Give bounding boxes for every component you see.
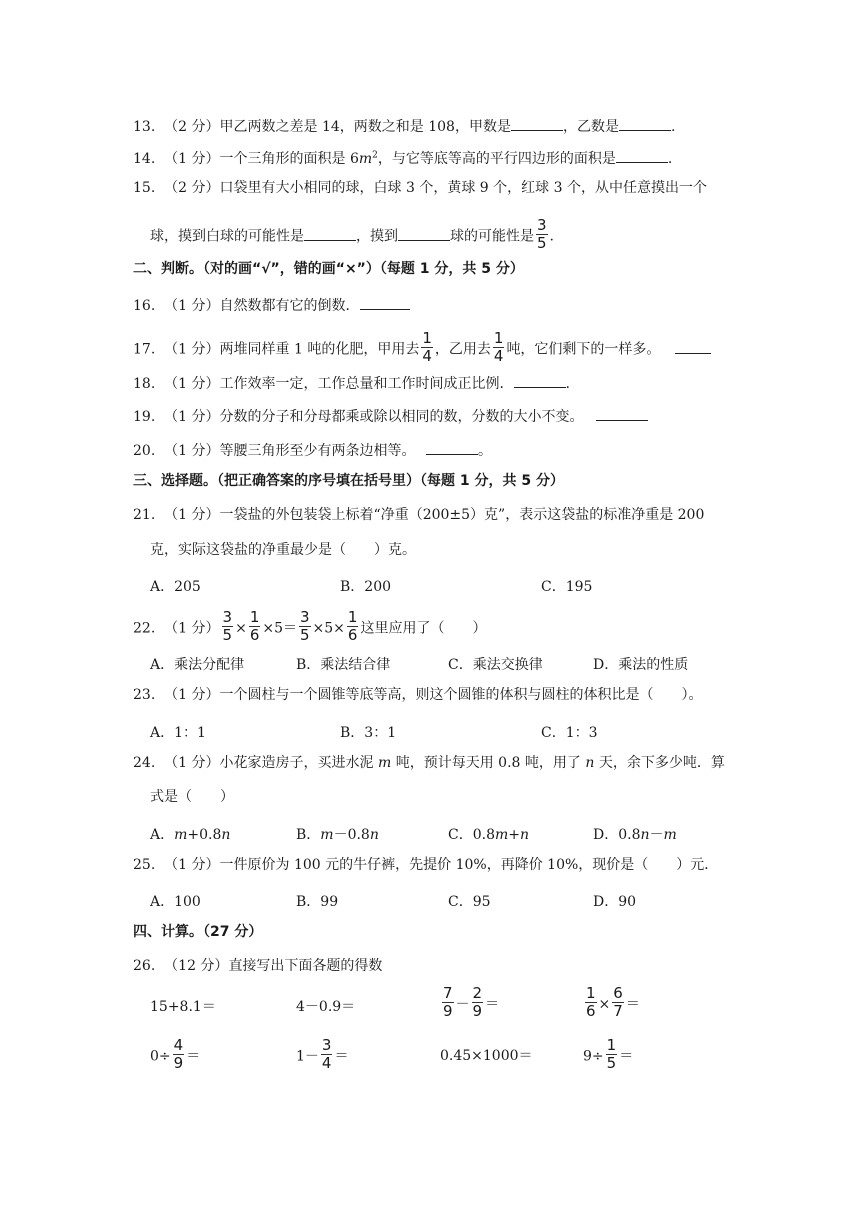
punctuation: . (549, 228, 554, 245)
calc-item-6 (296, 1036, 349, 1073)
calc-item-1: 15+8.1＝ (150, 999, 216, 1015)
question-text: 球，摸到白球的可能性是 (150, 228, 304, 245)
numerator: 3 (300, 608, 310, 626)
variable-m: m (320, 827, 334, 843)
fraction (612, 986, 624, 1019)
option-a[interactable] (150, 824, 230, 844)
numerator: 3 (222, 608, 233, 626)
numerator: 1 (249, 608, 260, 626)
answer-blank[interactable] (304, 226, 356, 241)
question-18 (133, 373, 570, 391)
option-a[interactable]: A．1：1 (150, 725, 206, 741)
denominator: 9 (472, 1002, 483, 1020)
option-b[interactable]: B．3：1 (340, 725, 397, 741)
superscript: 2 (372, 150, 378, 161)
variable-n: n (221, 827, 231, 843)
fraction (347, 610, 359, 643)
question-score: （1 分） (164, 341, 220, 358)
question-score: （12 分） (164, 958, 229, 974)
numerator: 1 (422, 329, 432, 347)
calc-item-5 (150, 1036, 201, 1073)
question-number: 17. (133, 341, 156, 358)
numerator: 1 (347, 608, 358, 626)
fraction (472, 986, 484, 1019)
question-22 (133, 608, 487, 645)
question-16 (133, 295, 410, 313)
operator: － (455, 996, 470, 1013)
option-d[interactable]: D．90 (593, 894, 637, 910)
operator: × (598, 996, 611, 1013)
operator: ×5× (312, 620, 345, 637)
question-text: 一袋盐的外包装袋上标着“净重（200±5）克”，表示这袋盐的标准净重是 200 (219, 507, 705, 523)
question-number: 23. (133, 687, 156, 703)
variable-n: n (585, 755, 595, 771)
question-17 (133, 329, 711, 366)
punctuation: . (565, 376, 570, 392)
fraction (442, 986, 454, 1019)
option-d[interactable]: D．乘法的性质 (593, 657, 689, 673)
variable-m: m (377, 755, 392, 771)
question-score: （1 分） (164, 687, 220, 703)
question-21-line2: 克，实际这袋盐的净重最少是（ ）克。 (150, 542, 416, 558)
question-score: （1 分） (164, 298, 220, 314)
denominator: 7 (613, 1002, 623, 1020)
denominator: 5 (537, 234, 547, 252)
operator: ＝ (334, 1048, 349, 1065)
variable-m: m (174, 827, 188, 843)
punctuation: . (667, 151, 673, 167)
question-number: 18. (133, 376, 156, 392)
question-19 (133, 406, 648, 424)
operator: ＝ (619, 1048, 634, 1065)
question-number: 22. (133, 620, 156, 637)
question-13 (133, 116, 675, 134)
question-25 (133, 858, 718, 872)
question-score: （1 分） (164, 376, 220, 392)
fraction (493, 331, 505, 364)
question-number: 26. (133, 958, 156, 974)
question-text: 这里应用了（ ） (360, 620, 487, 637)
answer-blank[interactable] (675, 339, 711, 354)
question-score: （2 分） (164, 180, 220, 196)
question-text: 直接写出下面各题的得数 (228, 958, 383, 974)
option-text: +0.8 (187, 827, 222, 843)
option-c[interactable]: C．95 (448, 894, 491, 910)
denominator: 6 (249, 626, 260, 644)
question-number: 15. (133, 180, 156, 196)
operator: 0÷ (150, 1048, 171, 1065)
option-c[interactable] (448, 824, 529, 844)
denominator: 4 (321, 1054, 332, 1072)
question-26 (133, 959, 382, 973)
section-heading-judgement: 二、判断。（对的画“√”，错的画“×”）（每题 1 分，共 5 分） (133, 261, 524, 277)
question-number: 20. (133, 443, 156, 459)
operator: 1－ (296, 1048, 319, 1065)
question-score: （1 分） (164, 620, 220, 637)
numerator: 2 (472, 984, 483, 1002)
operator: ×5＝ (262, 620, 297, 637)
denominator: 4 (422, 347, 432, 365)
question-text: 甲乙两数之差是 14，两数之和是 108，甲数是 (219, 119, 511, 135)
option-a[interactable]: A．205 (150, 579, 201, 595)
option-a[interactable]: A．乘法分配律 (150, 657, 245, 673)
variable-n: n (369, 827, 379, 843)
question-text: ，与它等底等高的平行四边形的面积是 (377, 151, 616, 167)
question-score: （1 分） (164, 409, 220, 425)
variable-m: m (663, 827, 677, 843)
fraction (299, 610, 311, 643)
question-14 (133, 148, 672, 166)
denominator: 9 (173, 1054, 184, 1072)
question-text: 两堆同样重 1 吨的化肥，甲用去 (219, 341, 420, 358)
question-score: （2 分） (164, 119, 220, 135)
answer-blank[interactable] (596, 406, 648, 421)
question-text: 一个三角形的面积是 6 (219, 151, 359, 167)
fraction (606, 1038, 618, 1071)
option-text: － (649, 827, 664, 843)
question-15 (133, 181, 707, 195)
question-score: （1 分） (164, 443, 220, 459)
question-number: 21. (133, 507, 156, 523)
numerator: 1 (606, 1036, 617, 1054)
numerator: 4 (173, 1036, 184, 1054)
calc-item-3 (440, 984, 500, 1021)
operator: × (235, 620, 247, 637)
numerator: 3 (321, 1036, 332, 1054)
answer-blank[interactable] (511, 116, 563, 131)
option-label: C．0.8 (448, 827, 495, 843)
option-a[interactable]: A．100 (150, 894, 201, 910)
question-number: 24. (133, 755, 156, 771)
operator: 9÷ (583, 1048, 604, 1065)
question-score: （1 分） (164, 857, 220, 873)
question-15-line2 (150, 216, 554, 253)
question-text: 一件原价为 100 元的牛仔裤，先提价 10%，再降价 10%，现价是（ ）元． (219, 857, 719, 873)
option-c[interactable]: C．195 (541, 579, 593, 595)
section-heading-choice: 三、选择题。（把正确答案的序号填在括号里）（每题 1 分，共 5 分） (133, 473, 564, 489)
numerator: 1 (493, 329, 504, 347)
calc-item-2: 4－0.9＝ (296, 999, 356, 1015)
punctuation: . (670, 119, 676, 135)
question-text: 分数的分子和分母都乘或除以相同的数，分数的大小不变。 (219, 409, 584, 425)
option-b[interactable]: B．200 (340, 579, 392, 595)
option-c[interactable]: C．乘法交换律 (448, 657, 543, 673)
fraction (585, 986, 597, 1019)
variable-n: n (640, 827, 650, 843)
question-number: 16. (133, 298, 156, 314)
denominator: 5 (300, 626, 310, 644)
unit: m (358, 151, 373, 167)
option-b[interactable]: B．99 (296, 894, 339, 910)
variable-n: n (520, 827, 530, 843)
question-text: 自然数都有它的倒数． (219, 298, 360, 314)
question-24 (133, 756, 725, 770)
question-text: 口袋里有大小相同的球，白球 3 个，黄球 9 个，红球 3 个，从中任意摸出一个 (219, 180, 707, 196)
question-20 (133, 440, 492, 458)
question-24-line2: 式是（ ） (150, 789, 234, 805)
question-21 (133, 508, 704, 522)
section-heading-calculation: 四、计算。（27 分） (133, 924, 263, 940)
answer-blank[interactable] (514, 373, 566, 388)
option-label: B． (296, 827, 321, 843)
question-text: 吨，预计每天用 0.8 吨，用了 (391, 755, 586, 771)
question-number: 13. (133, 119, 156, 135)
question-score: （1 分） (164, 507, 220, 523)
denominator: 5 (222, 626, 233, 644)
question-23 (133, 688, 703, 702)
fraction (173, 1038, 185, 1071)
answer-blank[interactable] (426, 440, 478, 455)
fraction (222, 610, 234, 643)
question-text: 工作效率一定，工作总量和工作时间成正比例． (219, 376, 514, 392)
fraction (321, 1038, 333, 1071)
option-label: A． (150, 827, 175, 843)
calc-item-4 (583, 984, 640, 1021)
option-b[interactable] (296, 824, 379, 844)
calc-item-7: 0.45×1000＝ (440, 1048, 533, 1064)
answer-blank[interactable] (619, 116, 671, 131)
numerator: 6 (613, 984, 623, 1002)
denominator: 9 (443, 1002, 453, 1020)
answer-blank[interactable] (360, 295, 410, 310)
question-score: （1 分） (164, 151, 220, 167)
question-text: 小花家造房子，买进水泥 (219, 755, 378, 771)
question-text: 吨，它们剩下的一样多。 (506, 341, 661, 358)
fraction (249, 610, 261, 643)
question-number: 14. (133, 151, 156, 167)
numerator: 1 (586, 984, 596, 1002)
option-d[interactable] (593, 824, 677, 844)
question-text: 天，余下多少吨．算 (594, 755, 725, 771)
denominator: 5 (606, 1054, 617, 1072)
fraction (536, 218, 548, 251)
denominator: 6 (586, 1002, 596, 1020)
question-number: 19. (133, 409, 156, 425)
question-score: （1 分） (164, 755, 220, 771)
numerator: 7 (443, 984, 453, 1002)
calc-item-8 (583, 1036, 634, 1073)
punctuation: 。 (477, 443, 492, 459)
option-label: D．0.8 (593, 827, 641, 843)
fraction (421, 331, 433, 364)
option-b[interactable]: B．乘法结合律 (296, 657, 391, 673)
answer-blank[interactable] (616, 148, 668, 163)
answer-blank[interactable] (398, 226, 450, 241)
operator: ＝ (625, 996, 640, 1013)
operator: ＝ (485, 996, 500, 1013)
numerator: 3 (537, 216, 547, 234)
question-text: ，摸到 (356, 228, 398, 245)
question-text: 球的可能性是 (450, 228, 534, 245)
denominator: 6 (347, 626, 358, 644)
operator: ＝ (186, 1048, 201, 1065)
option-text: －0.8 (333, 827, 370, 843)
denominator: 4 (493, 347, 504, 365)
question-number: 25. (133, 857, 156, 873)
question-text: ，乙用去 (434, 341, 491, 358)
option-text: + (508, 827, 520, 843)
question-text: 一个圆柱与一个圆锥等底等高，则这个圆锥的体积与圆柱的体积比是（ ）。 (219, 687, 703, 703)
variable-m: m (494, 827, 509, 843)
question-text: ，乙数是 (562, 119, 619, 135)
option-c[interactable]: C．1：3 (541, 725, 598, 741)
question-text: 等腰三角形至少有两条边相等。 (219, 443, 416, 459)
